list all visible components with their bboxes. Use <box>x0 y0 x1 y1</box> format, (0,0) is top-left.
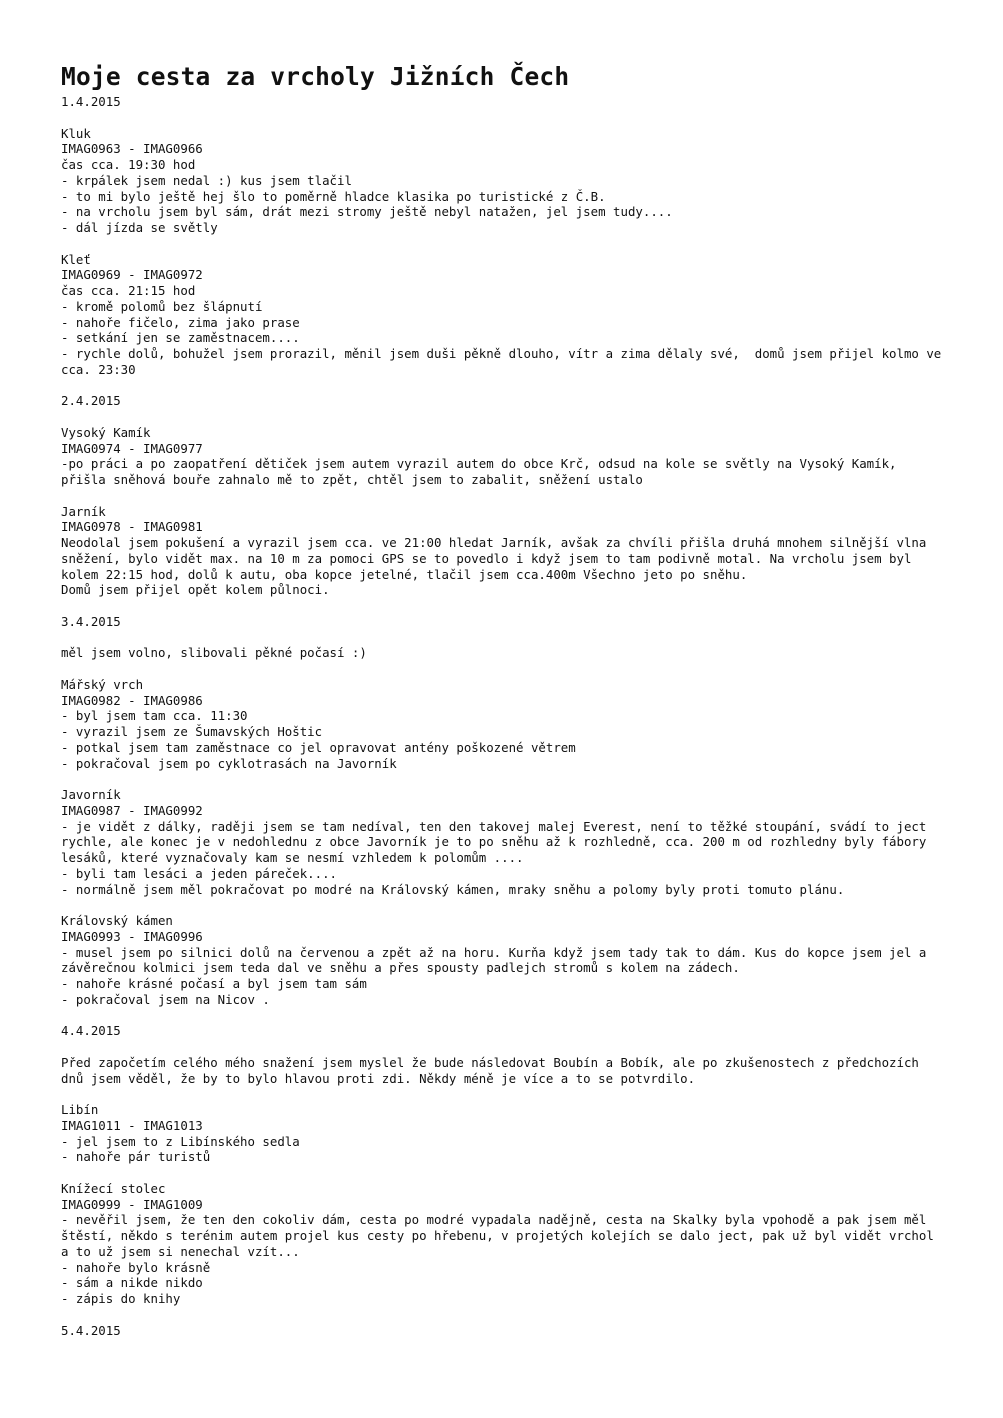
text-line: sněžení, bylo vidět max. na 10 m za pomoci GPS se to povedlo i když jsem to tam podivně motal. Na vrcholu jsem byl <box>61 550 912 566</box>
text-line <box>61 661 961 677</box>
text-line: 2.4.2015 <box>61 393 121 409</box>
text-line: kolem 22:15 hod, dolů k autu, oba kopce jetelné, tlačil jsem cca.400m Všechno jeto po sněhu. <box>61 566 748 582</box>
text-line: - nevěřil jsem, že ten den cokoliv dám, cesta po modré vypadala nadějně, cesta na Skalky byla vpohodě a pak jsem měl <box>61 1212 927 1228</box>
text-line: - setkání jen se zaměstnacem.... <box>61 330 300 346</box>
text-line <box>61 630 961 646</box>
text-line: - zápis do knihy <box>61 1291 181 1306</box>
text-line: 4.4.2015 <box>61 1023 121 1039</box>
text-line: - nahoře bylo krásně <box>61 1259 211 1275</box>
text-line: cca. 23:30 <box>61 361 136 377</box>
text-line: IMAG0999 - IMAG1009 <box>61 1196 203 1212</box>
text-line: Kluk <box>61 125 91 141</box>
text-line: - dál jízda se světly <box>61 220 218 235</box>
text-line: štěstí, někdo s terénim autem projel kus cesty po hřebenu, v projetých kolejích se dalo ject, pak už byl vidět vrchol <box>61 1228 934 1243</box>
text-line: IMAG0987 - IMAG0992 <box>61 802 203 818</box>
text-line: - byl jsem tam cca. 11:30 <box>61 708 248 724</box>
text-line: závěrečnou kolmici jsem teda dal ve sněhu a přes spousty padlejch stromů s kolem na zádech. <box>61 960 740 976</box>
text-line: Domů jsem přijel opět kolem půlnoci. <box>61 582 330 598</box>
text-line: - nahoře fičelo, zima jako prase <box>61 314 300 330</box>
text-line: Kleť <box>61 251 91 267</box>
text-line: IMAG0978 - IMAG0981 <box>61 519 203 535</box>
text-line: 1.4.2015 <box>61 94 121 109</box>
text-line: - normálně jsem měl pokračovat po modré na Královský kámen, mraky sněhu a polomy byly proti tomuto plánu. <box>61 881 845 897</box>
text-line: rychle, ale konec je v nedohlednu z obce Javorník je to po sněhu až k rozhledně, cca. 200 m od rozhledny byly fábory <box>61 834 927 850</box>
text-line: čas cca. 21:15 hod <box>61 283 196 298</box>
text-line: - je vidět z dálky, raději jsem se tam nedíval, ten den takovej malej Everest, není to těžké stoupání, svádí to ject <box>61 818 927 834</box>
text-line: a to už jsem si nenechal vzít... <box>61 1243 300 1259</box>
text-line: - potkal jsem tam zaměstnace co jel opravovat antény poškozené větrem <box>61 739 576 755</box>
text-line <box>61 236 961 252</box>
text-line: IMAG1011 - IMAG1013 <box>61 1117 203 1133</box>
text-line <box>61 1008 961 1024</box>
text-line: Knížecí stolec <box>61 1180 166 1196</box>
text-line: - byli tam lesáci a jeden páreček.... <box>61 865 338 881</box>
text-line: - na vrcholu jsem byl sám, drát mezi stromy ještě nebyl natažen, jel jsem tudy.... <box>61 204 673 220</box>
text-line: - musel jsem po silnici dolů na červenou a zpět až na horu. Kurňa když jsem tady tak to dám. Kus do kopce jsem jel a <box>61 944 927 960</box>
text-line <box>61 897 961 913</box>
text-line: lesáků, které vyznačovaly kam se nesmí vzhledem k polomům .... <box>61 850 524 865</box>
text-line: IMAG0974 - IMAG0977 <box>61 440 203 456</box>
text-line: dnů jsem věděl, že by to bylo hlavou proti zdi. Někdy méně je více a to se potvrdilo. <box>61 1070 696 1086</box>
text-line: - pokračoval jsem po cyklotrasách na Javorník <box>61 755 397 771</box>
text-line: Vysoký Kamík <box>61 424 151 440</box>
text-line: čas cca. 19:30 hod <box>61 157 196 172</box>
text-line: - to mi bylo ještě hej šlo to poměrně hladce klasika po turistické z Č.B. <box>61 188 606 204</box>
text-line <box>61 1165 961 1181</box>
text-line: IMAG0969 - IMAG0972 <box>61 267 203 283</box>
text-line: 5.4.2015 <box>61 1322 121 1338</box>
text-line: Jarník <box>61 503 106 519</box>
text-line: Před započetím celého mého snažení jsem myslel že bude následovat Boubín a Bobík, ale po zkušenostech z předchozích <box>61 1054 919 1070</box>
text-line <box>61 378 961 394</box>
text-line: Libín <box>61 1102 99 1117</box>
text-line <box>61 1039 961 1055</box>
text-line: IMAG0963 - IMAG0966 <box>61 141 203 157</box>
text-line <box>61 1086 961 1102</box>
text-line <box>61 488 961 504</box>
text-line: - sám a nikde nikdo <box>61 1275 203 1291</box>
text-line <box>61 110 961 126</box>
text-line: -po práci a po zaopatření dětiček jsem autem vyrazil autem do obce Krč, odsud na kole se světly na Vysoký Kamík, <box>61 456 897 472</box>
text-line: - jel jsem to z Libínského sedla <box>61 1133 300 1149</box>
text-line: IMAG0982 - IMAG0986 <box>61 692 203 708</box>
text-line: - vyrazil jsem ze Šumavských Hoštic <box>61 724 323 739</box>
document-page <box>61 60 961 1338</box>
text-line: IMAG0993 - IMAG0996 <box>61 928 203 944</box>
text-line: - krpálek jsem nedal :) kus jsem tlačil <box>61 172 352 188</box>
text-line <box>61 1307 961 1323</box>
text-line <box>61 771 961 787</box>
text-line: Královský kámen <box>61 913 173 928</box>
text-line: - nahoře pár turistů <box>61 1149 211 1165</box>
text-line: měl jsem volno, slibovali pěkné počasí :) <box>61 645 367 661</box>
text-line: Neodolal jsem pokušení a vyrazil jsem cca. ve 21:00 hledat Jarník, avšak za chvíli přišla druhá mnohem silnější vlna <box>61 535 927 550</box>
text-line: - pokračoval jsem na Nicov . <box>61 991 270 1007</box>
text-line: - rychle dolů, bohužel jsem prorazil, měnil jsem duši pěkně dlouho, vítr a zima dělaly své, domů jsem přijel kolmo ve <box>61 346 942 361</box>
text-line: přišla sněhová bouře zahnalo mě to zpět, chtěl jsem to zabalit, sněžení ustalo <box>61 472 643 487</box>
text-line: Mářský vrch <box>61 676 144 692</box>
document-body <box>61 94 961 1338</box>
text-line: - nahoře krásné počasí a byl jsem tam sám <box>61 976 367 991</box>
document-title: Moje cesta za vrcholy Jižních Čech <box>61 62 570 91</box>
text-line: Javorník <box>61 787 121 802</box>
text-line <box>61 598 961 614</box>
text-line: - kromě polomů bez šlápnutí <box>61 298 263 314</box>
text-line: 3.4.2015 <box>61 613 121 629</box>
text-line <box>61 409 961 425</box>
